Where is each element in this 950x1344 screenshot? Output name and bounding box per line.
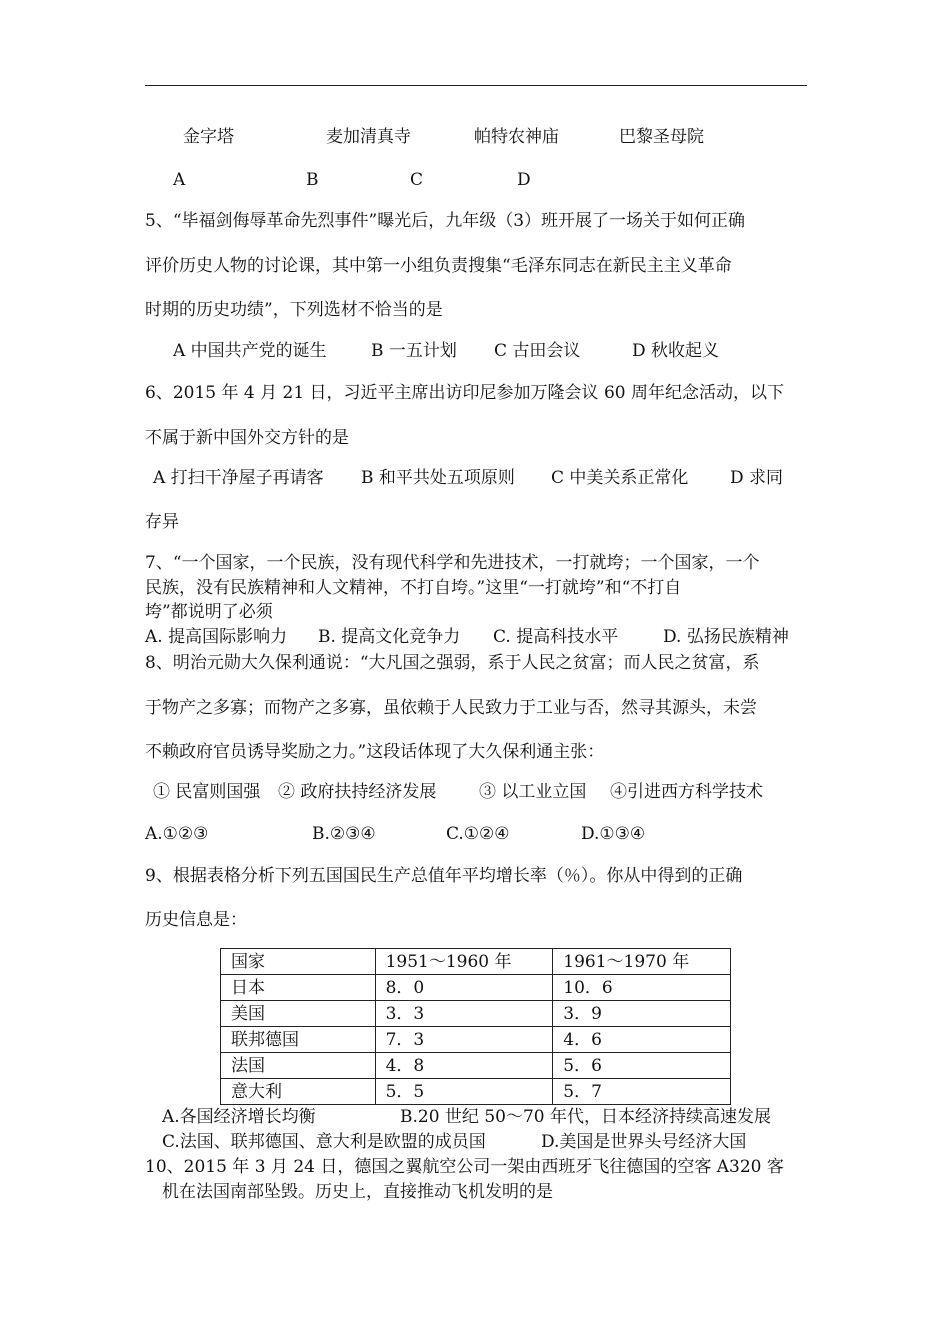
question-6-option-d: D 求同 <box>730 468 784 488</box>
question-8-line-3: 不赖政府官员诱导奖励之力。”这段话体现了大久保利通主张： <box>145 742 605 762</box>
table-header-row <box>221 949 731 975</box>
question-6-line-2: 不属于新中国外交方针的是 <box>145 428 349 448</box>
question-5-line-3: 时期的历史功绩”，下列选材不恰当的是 <box>145 300 443 320</box>
table-row <box>221 1053 731 1079</box>
option-letter-d: D <box>517 170 531 190</box>
table-row <box>221 1001 731 1027</box>
table-cell: 5．6 <box>553 1053 731 1079</box>
table-cell: 8．0 <box>375 975 553 1001</box>
question-5-option-a: A 中国共产党的诞生 <box>173 341 327 361</box>
table-row <box>221 1079 731 1105</box>
table-cell: 5．5 <box>375 1079 553 1105</box>
question-8-option-a: A.①②③ <box>145 824 209 844</box>
question-8-option-b: B.②③④ <box>312 824 376 844</box>
question-8-line-2: 于物产之多寡；而物产之多寡，虽依赖于人民致力于工业与否，然寻其源头，未尝 <box>145 698 757 718</box>
table-cell: 5．7 <box>553 1079 731 1105</box>
question-8-option-d: D.①③④ <box>581 824 646 844</box>
question-5-option-c: C 古田会议 <box>494 341 581 361</box>
question-8-item-2: ② 政府扶持经济发展 <box>278 782 437 802</box>
table-header-cell: 国家 <box>221 949 376 975</box>
question-8-item-3: ③ 以工业立国 <box>479 782 587 802</box>
question-8-item-1: ① 民富则国强 <box>153 782 261 802</box>
table-cell: 7．3 <box>375 1027 553 1053</box>
table-cell: 法国 <box>221 1053 376 1079</box>
growth-rate-table <box>220 948 731 1105</box>
question-6-option-c: C 中美关系正常化 <box>551 468 689 488</box>
question-5-option-d: D 秋收起义 <box>632 341 720 361</box>
table-cell: 3．9 <box>553 1001 731 1027</box>
option-letter-a: A <box>173 170 186 190</box>
table-cell: 4．6 <box>553 1027 731 1053</box>
caption-parthenon: 帕特农神庙 <box>474 127 559 147</box>
table-row <box>221 1027 731 1053</box>
question-7-line-1: 7、“一个国家，一个民族，没有现代科学和先进技术，一打就垮；一个国家，一个 <box>145 553 760 573</box>
question-7-option-b: B. 提高文化竞争力 <box>318 627 461 647</box>
header-rule <box>145 85 807 86</box>
question-8-option-c: C.①②④ <box>446 824 510 844</box>
question-9-option-b: B.20 世纪 50～70 年代，日本经济持续高速发展 <box>400 1107 772 1127</box>
option-letter-c: C <box>410 170 424 190</box>
question-5-line-1: 5、“毕福剑侮辱革命先烈事件”曝光后，九年级（3）班开展了一场关于如何正确 <box>145 211 746 231</box>
table-cell: 3．3 <box>375 1001 553 1027</box>
caption-notre-dame: 巴黎圣母院 <box>619 127 704 147</box>
question-6-option-b: B 和平共处五项原则 <box>361 468 515 488</box>
question-7-line-2: 民族，没有民族精神和人文精神，不打自垮。”这里“一打就垮”和“不打自 <box>145 578 682 598</box>
table-cell: 日本 <box>221 975 376 1001</box>
question-7-option-c: C. 提高科技水平 <box>493 627 619 647</box>
question-5-option-b: B 一五计划 <box>371 341 457 361</box>
question-9-option-d: D.美国是世界头号经济大国 <box>541 1132 747 1152</box>
table-header-cell: 1961～1970 年 <box>553 949 731 975</box>
table-cell: 意大利 <box>221 1079 376 1105</box>
question-6-option-d-continued: 存异 <box>145 512 179 532</box>
question-8-line-1: 8、明治元勋大久保利通说：“大凡国之强弱，系于人民之贫富；而人民之贫富，系 <box>145 653 760 673</box>
question-9-option-a: A.各国经济增长均衡 <box>162 1107 316 1127</box>
question-10-line-2: 机在法国南部坠毁。历史上，直接推动飞机发明的是 <box>162 1182 553 1202</box>
table-row <box>221 975 731 1001</box>
question-7-line-3: 垮”都说明了必须 <box>145 602 273 622</box>
question-9-line-2: 历史信息是： <box>145 910 247 930</box>
table-header-cell: 1951～1960 年 <box>375 949 553 975</box>
question-9-option-c: C.法国、联邦德国、意大利是欧盟的成员国 <box>162 1132 486 1152</box>
caption-pyramid: 金字塔 <box>183 127 234 147</box>
table-cell: 10．6 <box>553 975 731 1001</box>
table-cell: 联邦德国 <box>221 1027 376 1053</box>
question-6-option-a: A 打扫干净屋子再请客 <box>153 468 324 488</box>
table-cell: 美国 <box>221 1001 376 1027</box>
question-6-line-1: 6、2015 年 4 月 21 日，习近平主席出访印尼参加万隆会议 60 周年纪念活动，以下 <box>145 383 784 403</box>
question-10-line-1: 10、2015 年 3 月 24 日，德国之翼航空公司一架由西班牙飞往德国的空客 A320 客 <box>145 1157 784 1177</box>
question-7-option-a: A. 提高国际影响力 <box>145 627 288 647</box>
question-5-line-2: 评价历史人物的讨论课，其中第一小组负责搜集“毛泽东同志在新民主主义革命 <box>145 256 732 276</box>
table-cell: 4．8 <box>375 1053 553 1079</box>
option-letter-b: B <box>306 170 319 190</box>
question-9-line-1: 9、根据表格分析下列五国国民生产总值年平均增长率（％）。你从中得到的正确 <box>145 866 743 886</box>
caption-mecca-mosque: 麦加清真寺 <box>326 127 411 147</box>
question-7-option-d: D. 弘扬民族精神 <box>663 627 789 647</box>
question-8-item-4: ④引进西方科学技术 <box>610 782 763 802</box>
